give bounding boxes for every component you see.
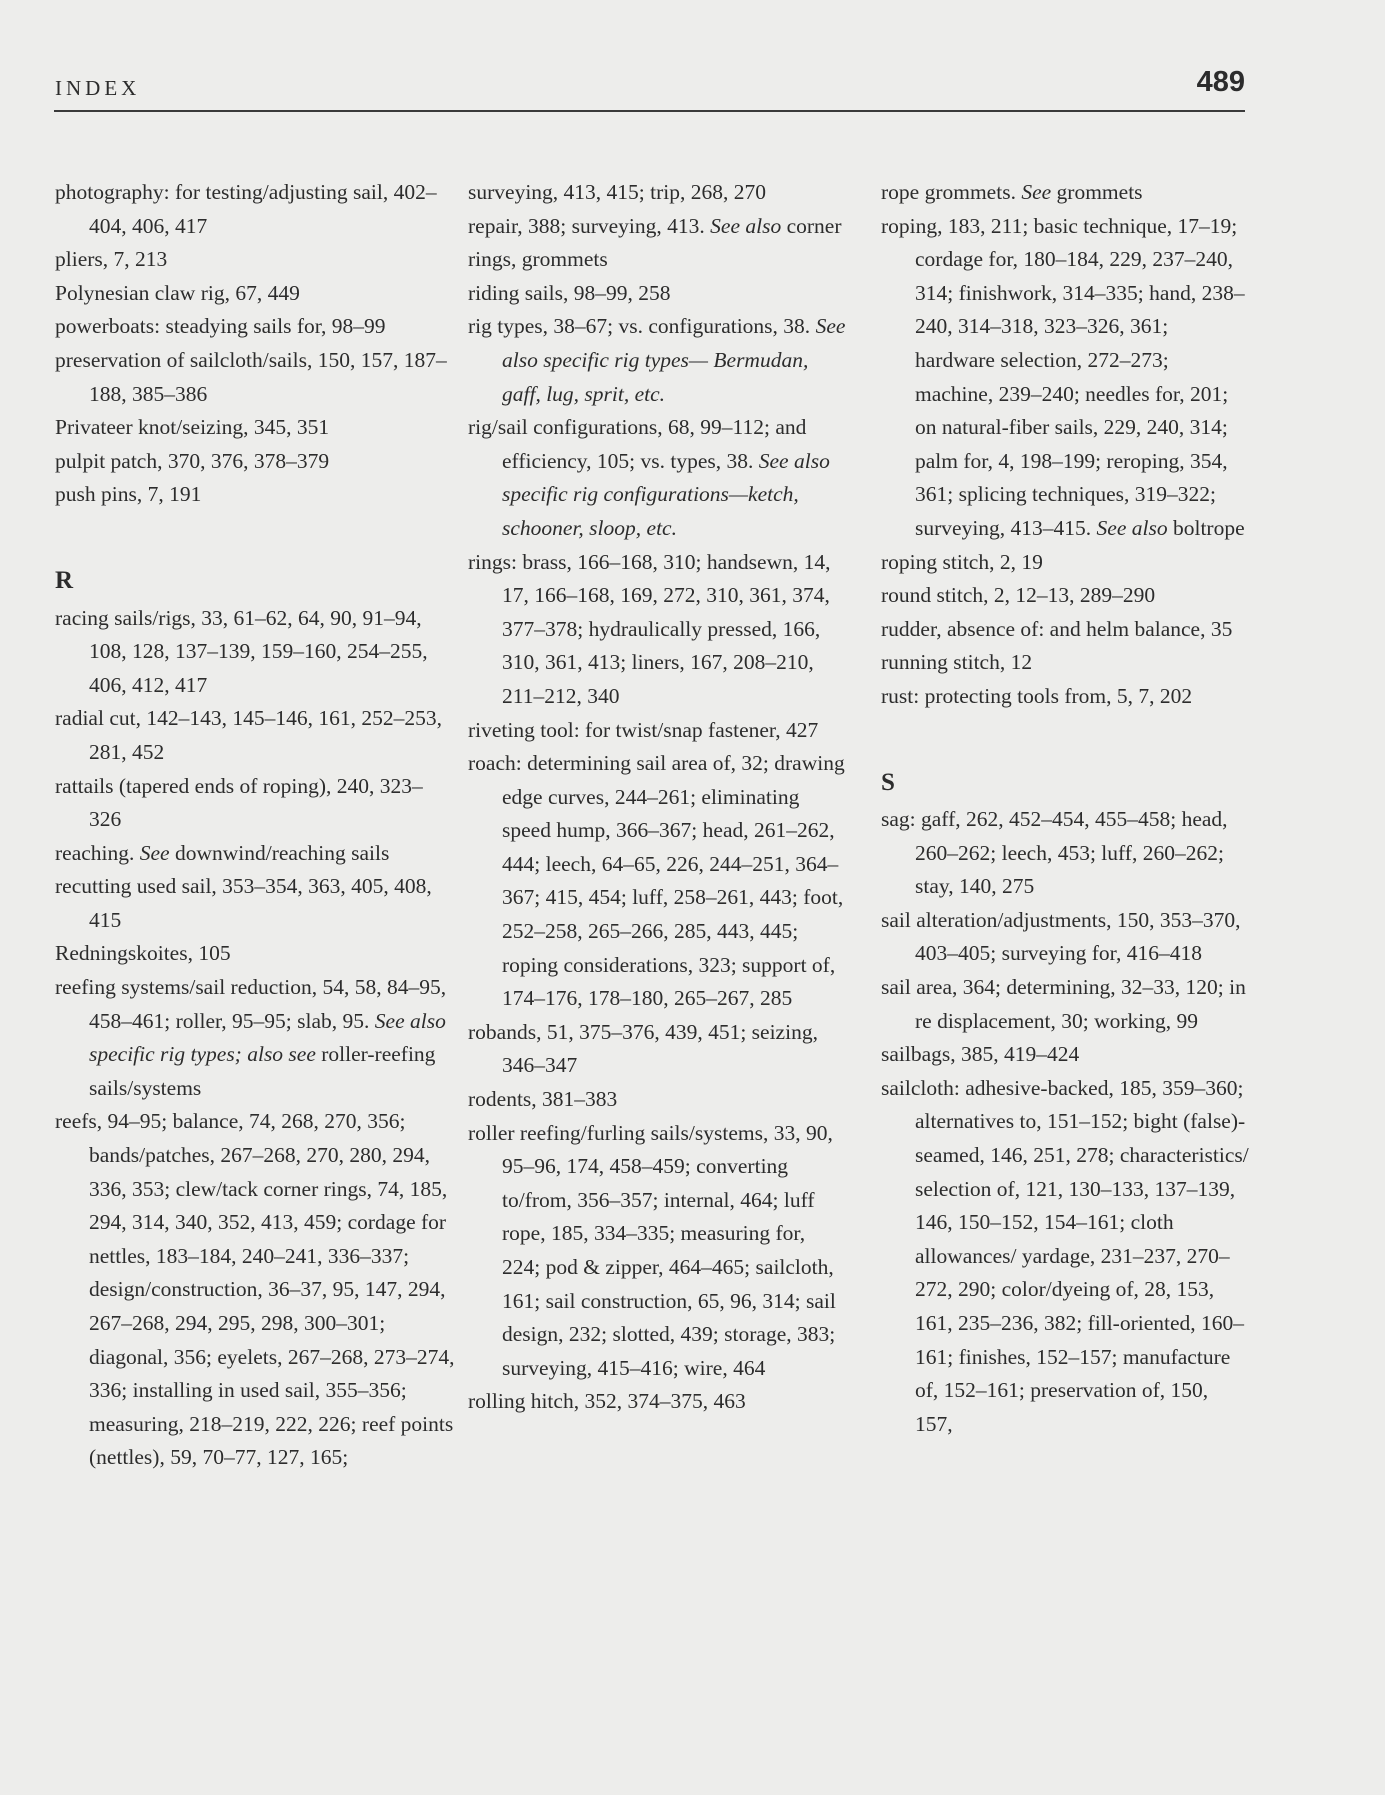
section-letter: R — [55, 566, 74, 594]
index-entry: sail alteration/adjustments, 150, 353–370, 403–405; surveying for, 416–418 — [881, 907, 1241, 966]
index-entry: robands, 51, 375–376, 439, 451; seizing, 346–347 — [468, 1019, 818, 1078]
running-head: INDEX — [55, 76, 141, 100]
index-entry: reaching. See downwind/reaching sails — [55, 840, 390, 865]
index-entry: rig types, 38–67; vs. configurations, 38. See also specific rig types— Bermudan, gaff, lug, sprit, etc. — [468, 314, 846, 406]
index-entry: round stitch, 2, 12–13, 289–290 — [881, 583, 1156, 608]
index-entry: sailcloth: adhesive-backed, 185, 359–360; alternatives to, 151–152; bight (false)-seamed, 146, 251, 278; characteristics/ selection of, 121, 130–133, 137–139, 146, 150–152, 154–161; cloth allowances/ yardage, 231–237, 270–272, 290; color/dyeing of, 28, 153, 161, 235–236, 382; fill-oriented, 160–161; finishes, 152–157; manufacture of, 152–161; preservation of, 150, 157, — [881, 1075, 1249, 1436]
index-column-1 — [55, 176, 455, 1475]
index-entry: riveting tool: for twist/snap fastener, 427 — [468, 717, 819, 742]
index-entry: pliers, 7, 213 — [55, 247, 168, 272]
index-entry: powerboats: steadying sails for, 98–99 — [55, 314, 386, 339]
index-entry: rolling hitch, 352, 374–375, 463 — [468, 1389, 746, 1414]
index-entry: racing sails/rigs, 33, 61–62, 64, 90, 91–94, 108, 128, 137–139, 159–160, 254–255, 406, 412, 417 — [55, 605, 428, 697]
index-entry: radial cut, 142–143, 145–146, 161, 252–253, 281, 452 — [55, 706, 442, 764]
index-entry: Redningskoites, 105 — [55, 941, 231, 966]
index-subentry-continuation: surveying, 413, 415; trip, 268, 270 — [468, 180, 766, 204]
index-entry: Polynesian claw rig, 67, 449 — [55, 280, 300, 305]
index-entry: sail area, 364; determining, 32–33, 120; in re displacement, 30; working, 99 — [881, 975, 1246, 1033]
index-entry: rodents, 381–383 — [468, 1087, 618, 1112]
index-entry: photography: for testing/adjusting sail, 402–404, 406, 417 — [55, 180, 437, 238]
index-entry: roping stitch, 2, 19 — [881, 549, 1043, 574]
index-entry: reefs, 94–95; balance, 74, 268, 270, 356; bands/patches, 267–268, 270, 280, 294, 336, 353; clew/tack corner rings, 74, 185, 294, 314, 340, 352, 413, 459; cordage for nettles, 183–184, 240–241, 336–337; design/construction, 36–37, 95, 147, 294, 267–268, 294, 295, 298, 300–301; diagonal, 356; eyelets, 267–268, 273–274, 336; installing in used sail, 355–356; measuring, 218–219, 222, 226; reef points (nettles), 59, 70–77, 127, 165; — [55, 1109, 455, 1470]
index-entry: roach: determining sail area of, 32; drawing edge curves, 244–261; eliminating speed hump, 366–367; head, 261–262, 444; leech, 64–65, 226, 244–251, 364–367; 415, 454; luff, 258–261, 443; foot, 252–258, 265–266, 285, 443, 445; roping considerations, 323; support of, 174–176, 178–180, 265–267, 285 — [468, 751, 845, 1011]
index-entry: rings: brass, 166–168, 310; handsewn, 14, 17, 166–168, 169, 272, 310, 361, 374, 377–378; hydraulically pressed, 166, 310, 361, 413; liners, 167, 208–210, 211–212, 340 — [468, 549, 831, 708]
index-column-3 — [881, 176, 1251, 1441]
index-column-2 — [468, 176, 848, 1419]
index-entry: roller reefing/furling sails/systems, 33, 90, 95–96, 174, 458–459; converting to/from, 356–357; internal, 464; luff rope, 185, 334–335; measuring for, 224; pod & zipper, 464–465; sailcloth, 161; sail construction, 65, 96, 314; sail design, 232; slotted, 439; storage, 383; surveying, 415–416; wire, 464 — [468, 1120, 836, 1380]
index-entry: running stitch, 12 — [881, 650, 1033, 675]
index-entry: rudder, absence of: and helm balance, 35 — [881, 616, 1233, 641]
index-entry: Privateer knot/seizing, 345, 351 — [55, 415, 330, 440]
index-entry: preservation of sailcloth/sails, 150, 157, 187–188, 385–386 — [55, 347, 447, 406]
index-entry: sag: gaff, 262, 452–454, 455–458; head, 260–262; leech, 453; luff, 260–262; stay, 140, 275 — [881, 807, 1228, 899]
index-entry: rig/sail configurations, 68, 99–112; and efficiency, 105; vs. types, 38. See also specific rig configurations—ketch, schooner, sloop, etc. — [468, 415, 830, 540]
index-entry: sailbags, 385, 419–424 — [881, 1042, 1080, 1067]
index-entry: rattails (tapered ends of roping), 240, 323–326 — [55, 773, 423, 832]
index-entry: pulpit patch, 370, 376, 378–379 — [55, 448, 330, 473]
index-subentry-continuation: repair, 388; surveying, 413. See also corner rings, grommets — [468, 213, 842, 272]
index-entry: reefing systems/sail reduction, 54, 58, 84–95, 458–461; roller, 95–95; slab, 95. See also specific rig types; also see roller-reefing sails/systems — [55, 975, 447, 1100]
index-entry: rust: protecting tools from, 5, 7, 202 — [881, 683, 1193, 708]
header-rule — [54, 110, 1245, 112]
section-letter: S — [881, 768, 895, 796]
index-entry: riding sails, 98–99, 258 — [468, 280, 671, 305]
page-number: 489 — [1196, 66, 1245, 98]
index-entry: rope grommets. See grommets — [881, 180, 1143, 204]
index-entry: push pins, 7, 191 — [55, 482, 202, 507]
index-entry: roping, 183, 211; basic technique, 17–19; cordage for, 180–184, 229, 237–240, 314; finishwork, 314–335; hand, 238–240, 314–318, 323–326, 361; hardware selection, 272–273; machine, 239–240; needles for, 201; on natural-fiber sails, 229, 240, 314; palm for, 4, 198–199; reroping, 354, 361; splicing techniques, 319–322; surveying, 413–415. See also boltrope — [881, 213, 1245, 540]
index-entry: recutting used sail, 353–354, 363, 405, 408, 415 — [55, 874, 432, 932]
